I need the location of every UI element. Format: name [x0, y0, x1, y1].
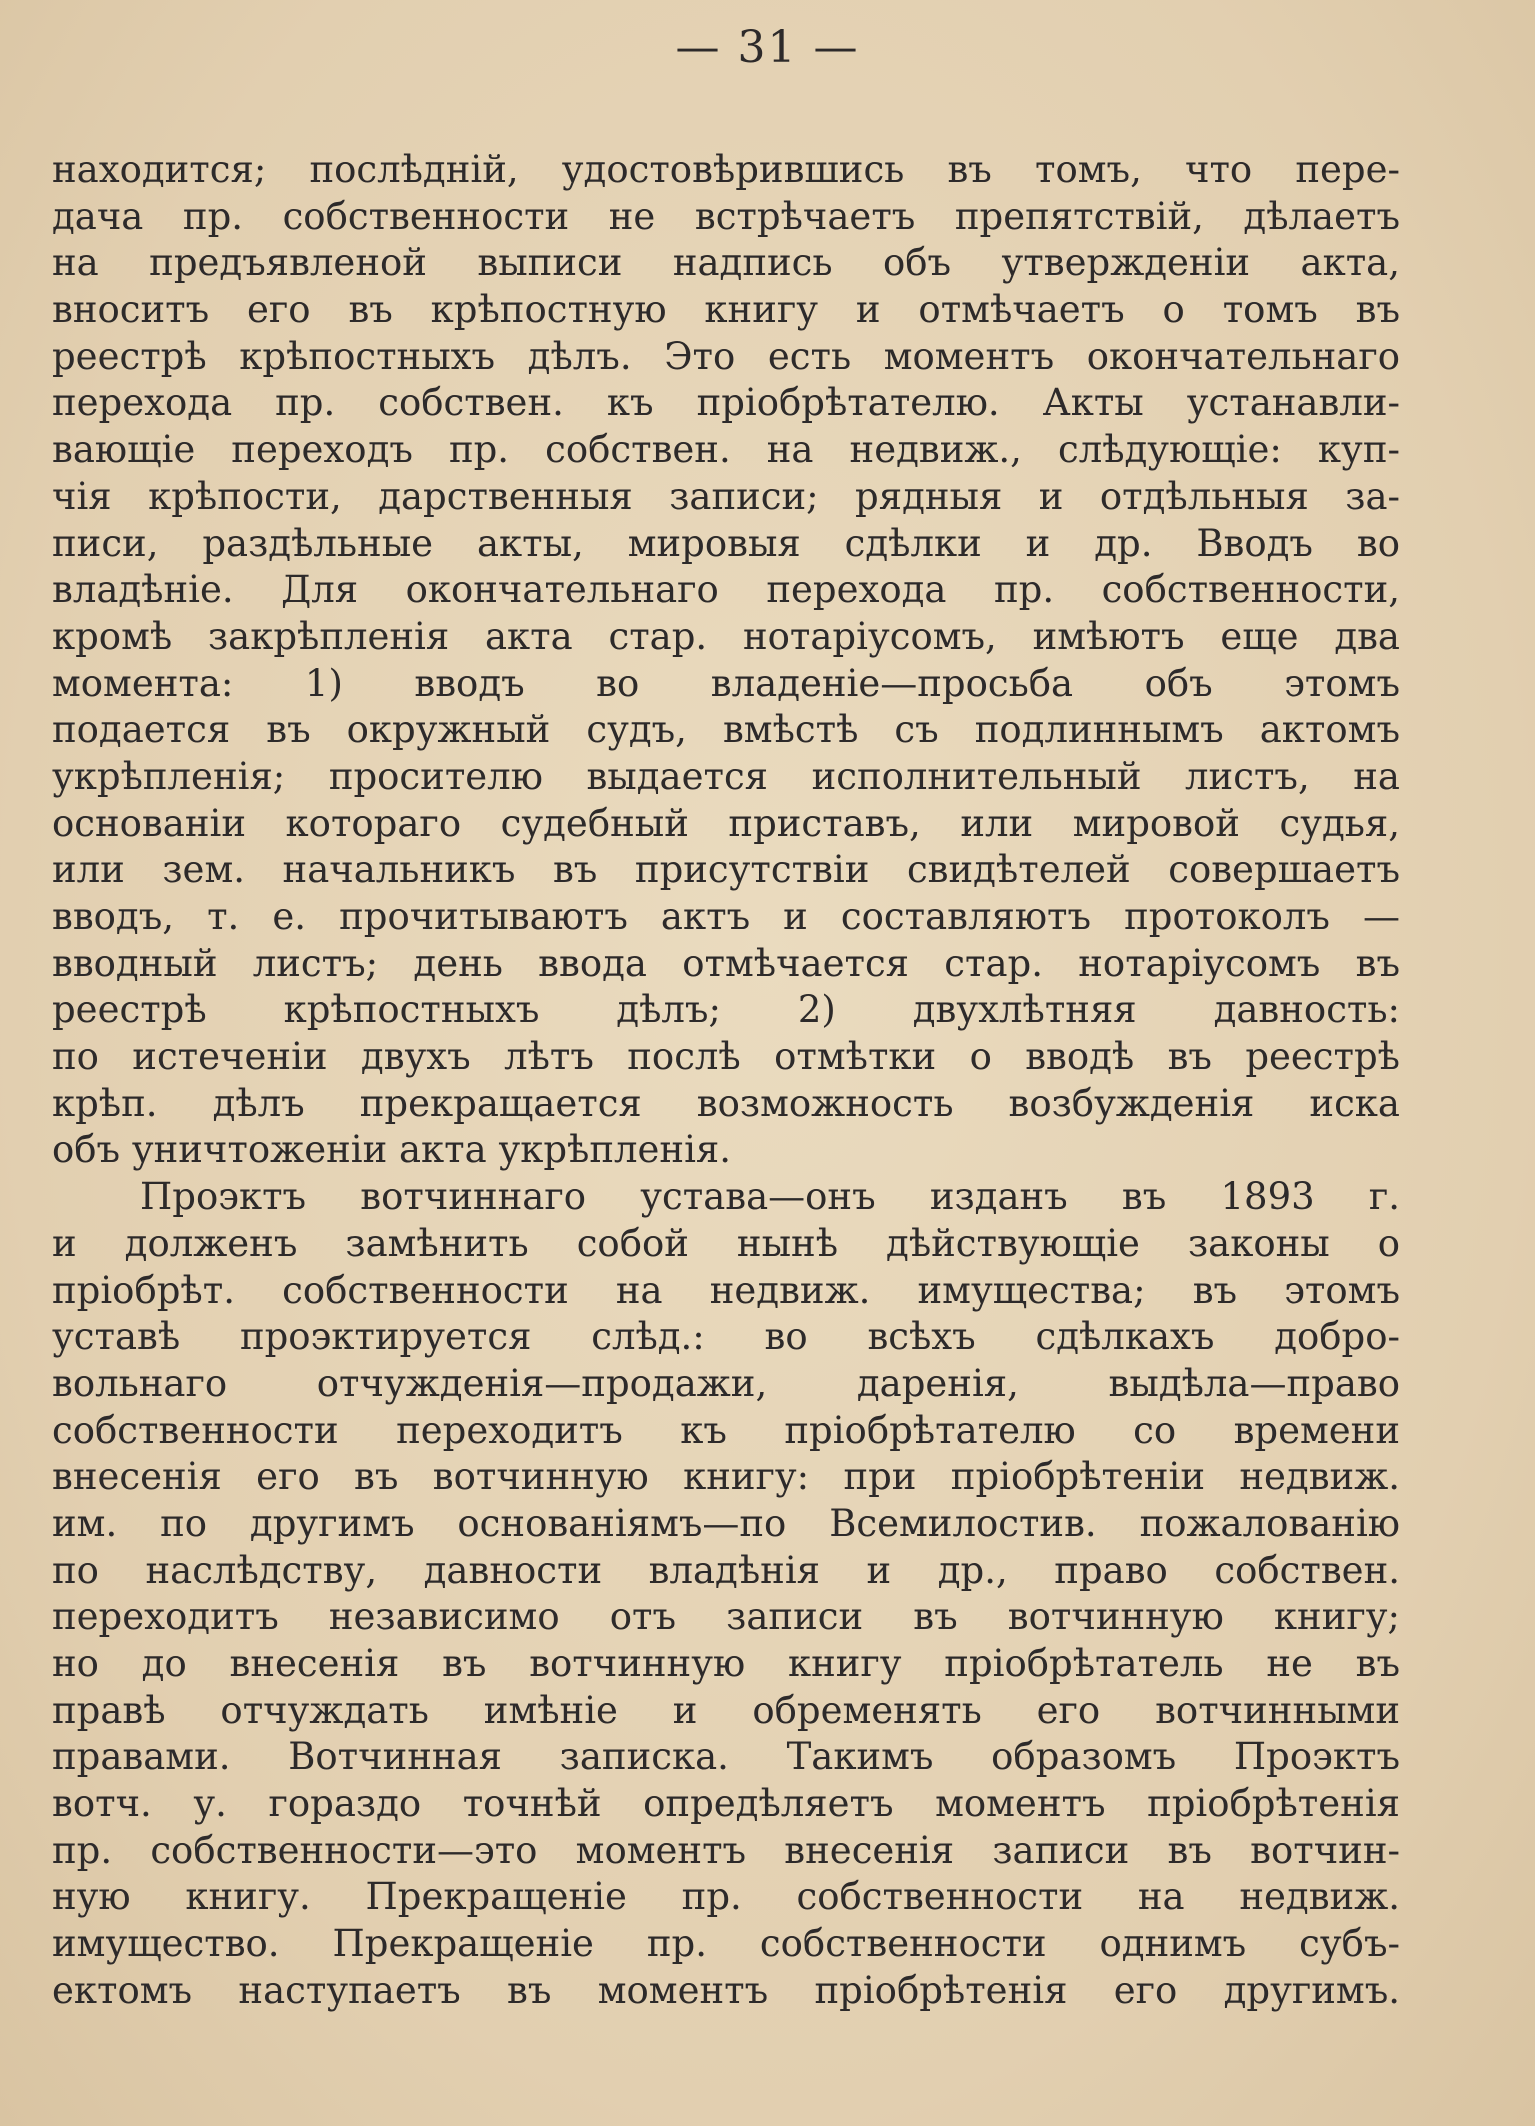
text-line: ектомъ наступаетъ въ моментъ прiобрѣтенiя его другимъ. — [52, 1968, 1400, 2012]
text-line: перехода пр. собствен. къ прiобрѣтателю. Акты устанавли- — [52, 381, 1400, 425]
text-line: но до внесенiя въ вотчинную книгу прiобрѣтатель не въ — [52, 1642, 1400, 1685]
text-line: кромѣ закрѣпленiя акта стар. нотарiусомъ, имѣютъ еще два — [52, 614, 1400, 658]
text-line: им. по другимъ основанiямъ—по Всемилостив. пожалованiю — [52, 1501, 1400, 1545]
text-line: реестрѣ крѣпостныхъ дѣлъ; 2) двухлѣтняя давность: — [52, 988, 1400, 1032]
text-line: ную книгу. Прекращенiе пр. собственности на недвиж. — [52, 1875, 1400, 1919]
text-line: вольнаго отчужденiя—продажи, даренiя, выдѣла—право — [52, 1361, 1400, 1405]
text-line: вводный листъ; день ввода отмѣчается стар. нотарiусомъ въ — [52, 941, 1400, 985]
text-line: собственности переходитъ къ прiобрѣтателю со времени — [52, 1408, 1400, 1452]
text-line: или зем. начальникъ въ присутствiи свидѣтелей совершаетъ — [52, 848, 1400, 892]
text-line: подается въ окружный судъ, вмѣстѣ съ подлиннымъ актомъ — [52, 708, 1400, 752]
text-line: чiя крѣпости, дарственныя записи; рядныя и отдѣльныя за- — [52, 474, 1400, 518]
text-line: уставѣ проэктируется слѣд.: во всѣхъ сдѣлкахъ добро- — [52, 1315, 1400, 1359]
body-text — [52, 147, 1400, 2015]
text-line: вводъ, т. е. прочитываютъ актъ и составляютъ протоколъ — — [52, 895, 1400, 938]
text-line: писи, раздѣльные акты, мировыя сдѣлки и др. Вводъ во — [52, 521, 1400, 565]
text-line: владѣнiе. Для окончательнаго перехода пр. собственности, — [52, 568, 1400, 612]
text-line: Проэктъ вотчиннаго устава—онъ изданъ въ 1893 г. — [140, 1175, 1400, 1219]
text-line: имущество. Прекращенiе пр. собственности однимъ субъ- — [52, 1922, 1400, 1966]
text-line: крѣп. дѣлъ прекращается возможность возбужденiя иска — [52, 1081, 1400, 1125]
text-line: переходитъ независимо отъ записи въ вотчинную книгу; — [52, 1595, 1400, 1639]
text-line: вотч. у. гораздо точнѣй опредѣляетъ моментъ прiобрѣтенiя — [52, 1782, 1400, 1826]
text-line: внесенiя его въ вотчинную книгу: при прiобрѣтенiи недвиж. — [52, 1455, 1400, 1499]
paragraph-1 — [52, 147, 1400, 1174]
text-line: вноситъ его въ крѣпостную книгу и отмѣчаетъ о томъ въ — [52, 288, 1400, 332]
text-line: вающiе переходъ пр. собствен. на недвиж., слѣдующiе: куп- — [52, 428, 1400, 472]
page-number: — 31 — — [675, 22, 860, 73]
text-line: на предъявленой выписи надпись объ утвержденiи акта, — [52, 241, 1400, 285]
text-line: правами. Вотчинная записка. Такимъ образомъ Проэктъ — [52, 1735, 1400, 1779]
text-line: укрѣпленiя; просителю выдается исполнительный листъ, на — [52, 754, 1400, 798]
text-line: прiобрѣт. собственности на недвиж. имущества; въ этомъ — [52, 1268, 1400, 1312]
text-line: правѣ отчуждать имѣнiе и обременять его вотчинными — [52, 1688, 1400, 1732]
text-line: реестрѣ крѣпостныхъ дѣлъ. Это есть моментъ окончательнаго — [52, 334, 1400, 378]
text-line: объ уничтоженiи акта укрѣпленiя. — [52, 1128, 732, 1172]
text-line: по истеченiи двухъ лѣтъ послѣ отмѣтки о вводѣ въ реестрѣ — [52, 1035, 1400, 1079]
text-line: основанiи котораго судебный приставъ, или мировой судья, — [52, 801, 1400, 845]
text-line: по наслѣдству, давности владѣнiя и др., право собствен. — [52, 1548, 1400, 1592]
text-line: и долженъ замѣнить собой нынѣ дѣйствующiе законы о — [52, 1221, 1400, 1265]
paragraph-2 — [52, 1174, 1400, 2014]
text-line: пр. собственности—это моментъ внесенiя записи въ вотчин- — [52, 1828, 1400, 1872]
text-line: момента: 1) вводъ во владенiе—просьба объ этомъ — [52, 661, 1400, 705]
text-line: находится; послѣднiй, удостовѣрившись въ томъ, что пере- — [52, 148, 1400, 191]
text-line: дача пр. собственности не встрѣчаетъ препятствiй, дѣлаетъ — [52, 194, 1400, 238]
